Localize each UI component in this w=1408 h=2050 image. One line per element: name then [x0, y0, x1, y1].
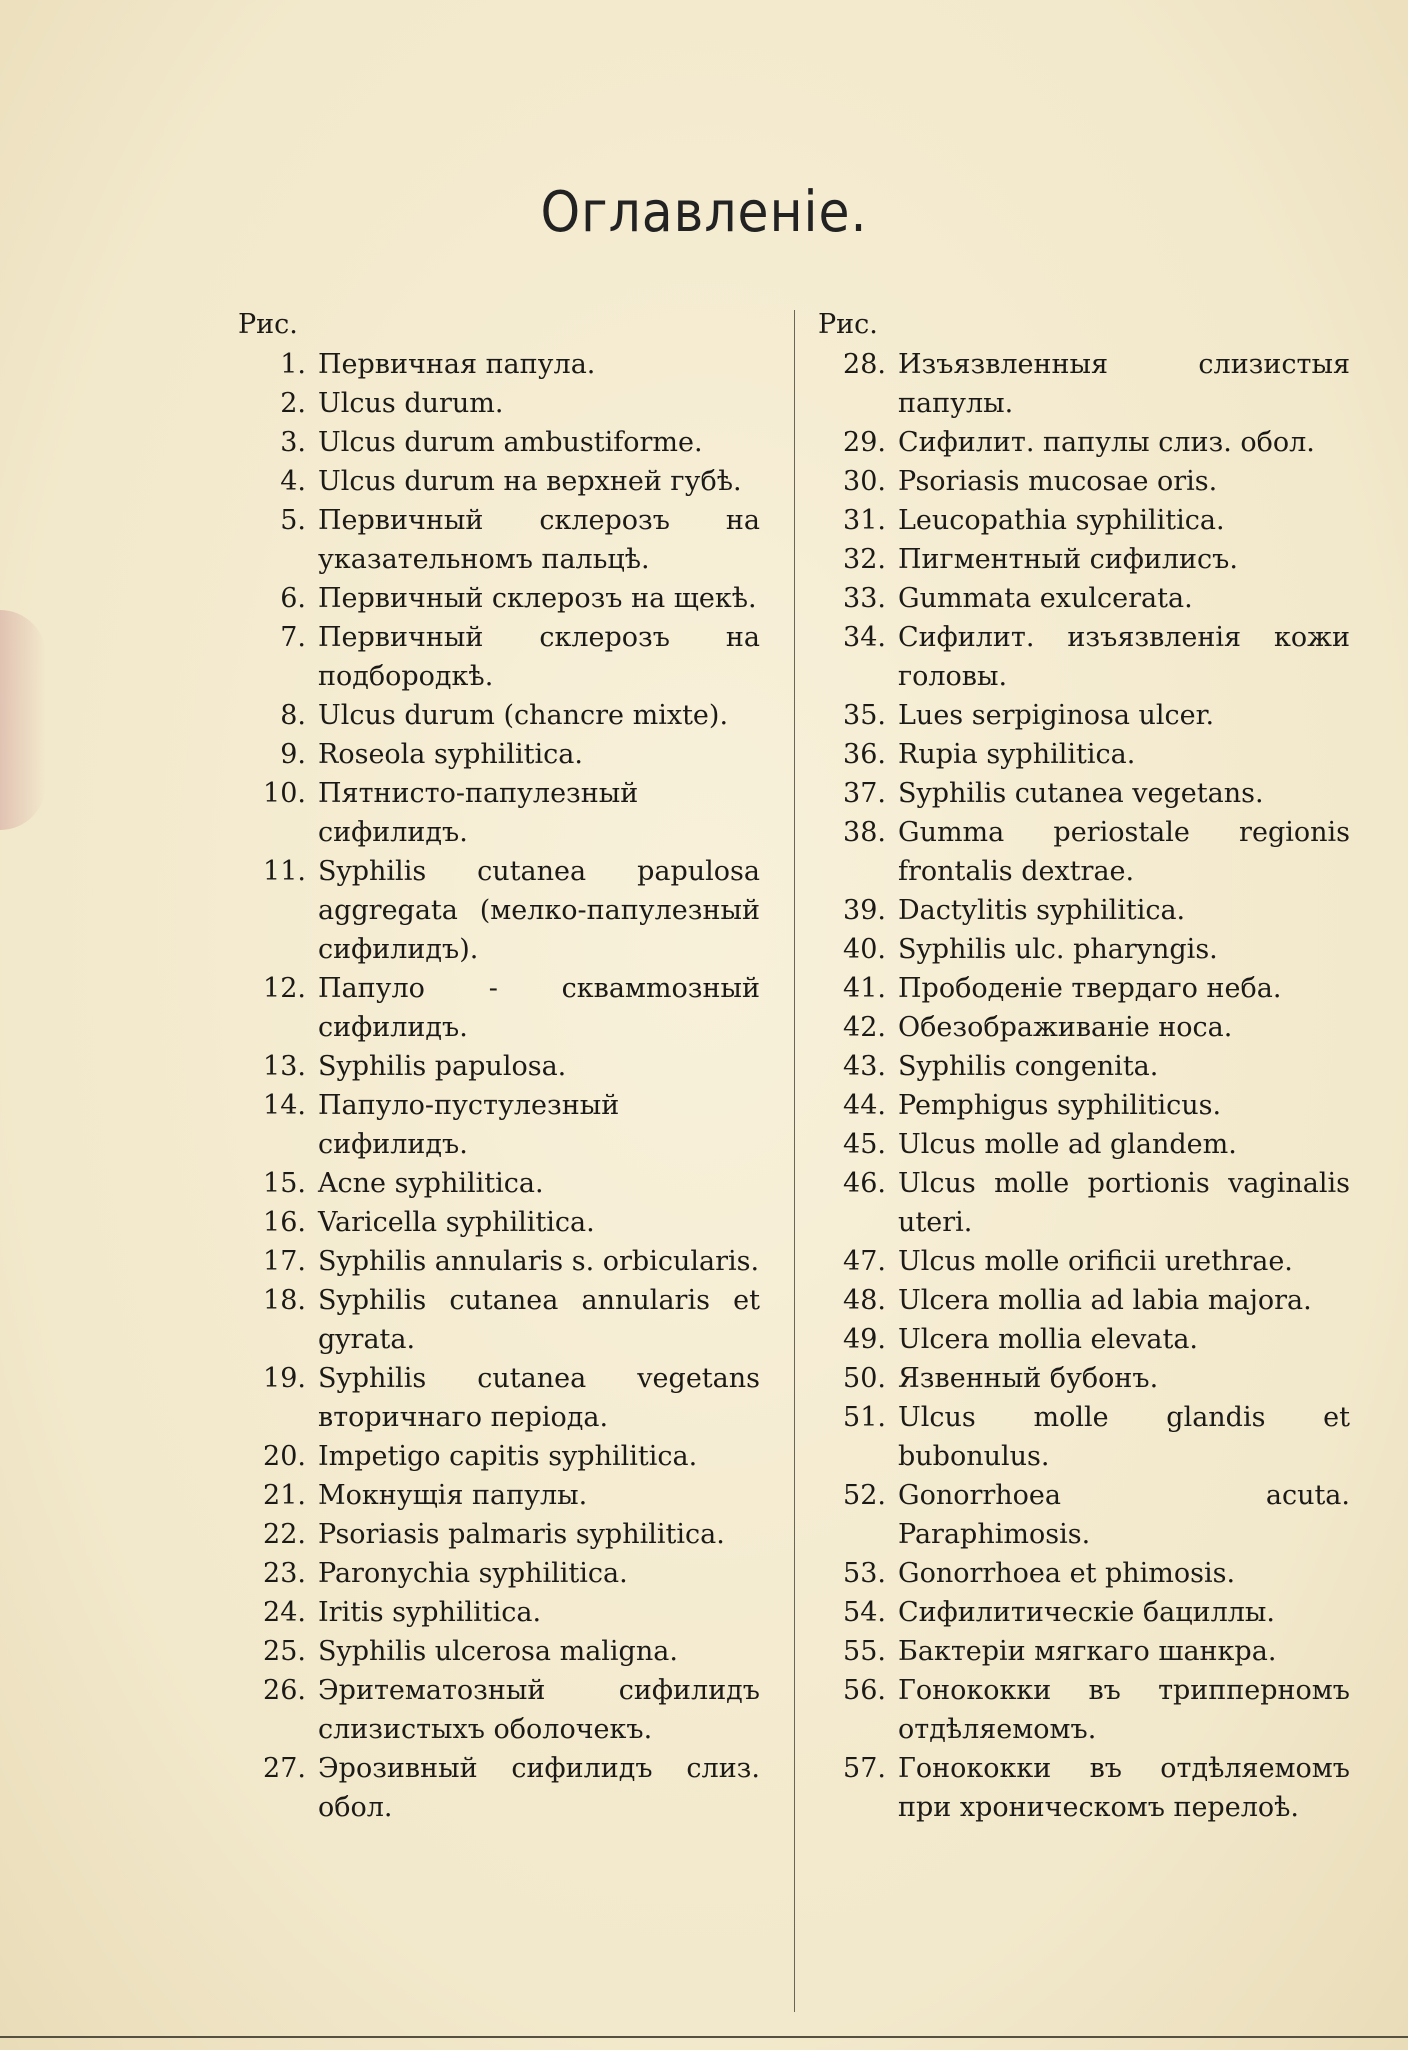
toc-entry [818, 1047, 1350, 1086]
toc-entry [818, 1632, 1350, 1671]
toc-list-right [818, 345, 1350, 1827]
toc-entry [238, 969, 760, 1047]
toc-entry [238, 1437, 760, 1476]
figure-title: Ulcus molle orificii urethrae. [898, 1246, 1293, 1277]
figure-number: 53. [843, 1558, 886, 1589]
figure-title: Syphilis cutanea vegetans вторичнаго періода. [318, 1363, 760, 1433]
figure-number: 45. [843, 1129, 886, 1160]
figure-number: 35. [843, 700, 886, 731]
toc-entry [238, 1671, 760, 1749]
toc-entry [818, 1164, 1350, 1242]
figure-number: 14. [263, 1090, 306, 1121]
figure-number: 5. [280, 505, 306, 536]
toc-entry [818, 1242, 1350, 1281]
toc-entry [818, 1086, 1350, 1125]
figure-number: 22. [263, 1519, 306, 1550]
figure-title: Гонококки въ трипперномъ отдѣляемомъ. [898, 1675, 1350, 1745]
figure-number: 52. [843, 1480, 886, 1511]
toc-entry [238, 423, 760, 462]
toc-entry [818, 735, 1350, 774]
toc-entry [818, 618, 1350, 696]
figure-title: Ulcera mollia elevata. [898, 1324, 1198, 1355]
toc-entry [238, 1281, 760, 1359]
figure-number: 44. [843, 1090, 886, 1121]
toc-entry [818, 1125, 1350, 1164]
bottom-rule [0, 2036, 1408, 2038]
figure-title: Syphilis ulcerosa maligna. [318, 1636, 678, 1667]
toc-entry [238, 852, 760, 969]
figure-number: 55. [843, 1636, 886, 1667]
figure-title: Ulcus molle portionis vaginalis uteri. [898, 1168, 1350, 1238]
figure-number: 7. [280, 622, 306, 653]
toc-entry [818, 1476, 1350, 1554]
figure-number: 48. [843, 1285, 886, 1316]
figure-number: 20. [263, 1441, 306, 1472]
toc-entry [818, 1398, 1350, 1476]
toc-entry [238, 1242, 760, 1281]
toc-entry [238, 696, 760, 735]
figure-title: Pemphigus syphiliticus. [898, 1090, 1222, 1121]
toc-entry [818, 1671, 1350, 1749]
figure-number: 3. [280, 427, 306, 458]
figure-title: Мокнущія папулы. [318, 1480, 588, 1511]
figure-title: Ulcus molle glandis et bubonulus. [898, 1402, 1350, 1472]
toc-entry [818, 696, 1350, 735]
toc-entry [818, 1554, 1350, 1593]
figure-title: Сифилит. папулы слиз. обол. [898, 427, 1315, 458]
toc-entry [818, 345, 1350, 423]
figure-number: 24. [263, 1597, 306, 1628]
figure-title: Syphilis ulc. pharyngis. [898, 934, 1218, 965]
figure-number: 51. [843, 1402, 886, 1433]
toc-entry [238, 384, 760, 423]
figure-title: Syphilis congenita. [898, 1051, 1159, 1082]
figure-title: Сифилит. изъязвленія кожи головы. [898, 622, 1350, 692]
toc-entry [238, 462, 760, 501]
figure-number: 40. [843, 934, 886, 965]
figure-number: 33. [843, 583, 886, 614]
toc-entry [238, 579, 760, 618]
figure-title: Первичный склерозъ на щекѣ. [318, 583, 757, 614]
toc-entry [818, 891, 1350, 930]
figure-number: 49. [843, 1324, 886, 1355]
toc-entry [818, 501, 1350, 540]
figure-title: Impetigo capitis syphilitica. [318, 1441, 698, 1472]
figure-number: 10. [263, 778, 306, 809]
toc-entry [818, 1749, 1350, 1827]
figure-number: 6. [280, 583, 306, 614]
figure-number: 31. [843, 505, 886, 536]
figure-title: Прободеніе твердаго неба. [898, 973, 1282, 1004]
figure-title: Изъязвленныя слизистыя папулы. [898, 349, 1350, 419]
figure-number: 37. [843, 778, 886, 809]
figure-number: 57. [843, 1753, 886, 1784]
toc-entry [238, 1047, 760, 1086]
figure-number: 30. [843, 466, 886, 497]
figure-number: 25. [263, 1636, 306, 1667]
figure-title: Psoriasis mucosae oris. [898, 466, 1218, 497]
figure-number: 46. [843, 1168, 886, 1199]
toc-column-right [818, 305, 1350, 1827]
figure-title: Эритематозный сифилидъ слизистыхъ оболочекъ. [318, 1675, 760, 1745]
figure-title: Syphilis cutanea vegetans. [898, 778, 1264, 809]
figure-number: 19. [263, 1363, 306, 1394]
figure-number: 11. [263, 856, 306, 887]
toc-entry [818, 1008, 1350, 1047]
page-stain [0, 610, 46, 830]
figure-title: Ulcus durum (chancre mixte). [318, 700, 729, 731]
figure-title: Acne syphilitica. [318, 1168, 544, 1199]
figure-title: Gumma periostale regionis frontalis dextrae. [898, 817, 1350, 887]
figure-title: Ulcus durum ambustiforme. [318, 427, 703, 458]
figure-title: Syphilis cutanea annularis et gyrata. [318, 1285, 760, 1355]
figure-title: Gummata exulcerata. [898, 583, 1193, 614]
figure-title: Первичный склерозъ на указательномъ пальцѣ. [318, 505, 760, 575]
figure-number: 1. [280, 349, 306, 380]
figure-number: 16. [263, 1207, 306, 1238]
toc-entry [238, 345, 760, 384]
toc-list-left [238, 345, 760, 1827]
toc-entry [238, 1515, 760, 1554]
figure-number: 56. [843, 1675, 886, 1706]
column-divider [794, 310, 795, 2012]
toc-entry [818, 1359, 1350, 1398]
toc-entry [818, 930, 1350, 969]
toc-entry [818, 462, 1350, 501]
figure-title: Syphilis annularis s. orbicularis. [318, 1246, 760, 1277]
figure-number: 42. [843, 1012, 886, 1043]
figure-title: Iritis syphilitica. [318, 1597, 542, 1628]
figure-number: 36. [843, 739, 886, 770]
figure-title: Syphilis papulosa. [318, 1051, 567, 1082]
figure-title: Бактеріи мягкаго шанкра. [898, 1636, 1277, 1667]
figure-number: 26. [263, 1675, 306, 1706]
figure-title: Папуло - сквамmозный сифилидъ. [318, 973, 760, 1043]
figure-title: Psoriasis palmaris syphilitica. [318, 1519, 725, 1550]
page-title: Оглавленіе. [540, 180, 868, 245]
figure-number: 32. [843, 544, 886, 575]
toc-entry [818, 774, 1350, 813]
figure-number: 21. [263, 1480, 306, 1511]
figure-number: 12. [263, 973, 306, 1004]
toc-entry [238, 501, 760, 579]
figure-title: Гонококки въ отдѣляемомъ при хроническомъ перелоѣ. [898, 1753, 1350, 1823]
toc-entry [238, 1164, 760, 1203]
figure-title: Ulcus durum на верхней губѣ. [318, 466, 742, 497]
figure-number: 23. [263, 1558, 306, 1589]
figure-number: 47. [843, 1246, 886, 1277]
figure-title: Эрозивный сифилидъ слиз. обол. [318, 1753, 760, 1823]
figure-title: Ulcera mollia ad labia majora. [898, 1285, 1312, 1316]
figure-title: Язвенный бубонъ. [898, 1363, 1159, 1394]
figure-number: 50. [843, 1363, 886, 1394]
figure-number: 8. [280, 700, 306, 731]
toc-column-left [238, 305, 760, 1827]
figure-title: Обезображиваніе носа. [898, 1012, 1233, 1043]
figure-title: Roseola syphilitica. [318, 739, 583, 770]
figure-title: Leucopathia syphilitica. [898, 505, 1225, 536]
figure-title: Dactylitis syphilitica. [898, 895, 1186, 926]
figure-title: Gonorrhoea et phimosis. [898, 1558, 1236, 1589]
toc-entry [238, 1593, 760, 1632]
toc-entry [818, 1593, 1350, 1632]
toc-entry [238, 1359, 760, 1437]
figure-title: Lues serpiginosa ulcer. [898, 700, 1215, 731]
toc-entry [238, 1554, 760, 1593]
figure-number: 13. [263, 1051, 306, 1082]
toc-entry [238, 618, 760, 696]
figure-number: 9. [280, 739, 306, 770]
toc-entry [238, 1086, 760, 1164]
figure-title: Папуло-пустулезный сифилидъ. [318, 1090, 620, 1160]
figure-title: Первичный склерозъ на подбородкѣ. [318, 622, 760, 692]
figure-number: 28. [843, 349, 886, 380]
figure-title: Syphilis cutanea papulosa aggregata (мелко-папулезный сифилидъ). [318, 856, 760, 965]
figure-number: 41. [843, 973, 886, 1004]
figure-number: 15. [263, 1168, 306, 1199]
figure-number: 54. [843, 1597, 886, 1628]
toc-entry [818, 813, 1350, 891]
figure-title: Gonorrhoea acuta. Paraphimosis. [898, 1480, 1350, 1550]
figure-title: Пятнисто-папулезный сифилидъ. [318, 778, 639, 848]
toc-entry [238, 1749, 760, 1827]
toc-entry [818, 969, 1350, 1008]
figure-number: 4. [280, 466, 306, 497]
toc-entry [238, 1203, 760, 1242]
figure-title: Ulcus molle ad glandem. [898, 1129, 1237, 1160]
toc-entry [818, 1281, 1350, 1320]
figure-title: Paronychia syphilitica. [318, 1558, 628, 1589]
toc-entry [818, 1320, 1350, 1359]
figure-title: Первичная папула. [318, 349, 596, 380]
figure-title: Rupia syphilitica. [898, 739, 1136, 770]
toc-entry [818, 540, 1350, 579]
figure-number: 43. [843, 1051, 886, 1082]
toc-entry [818, 423, 1350, 462]
figure-title: Пигментный сифилисъ. [898, 544, 1238, 575]
toc-entry [238, 1476, 760, 1515]
toc-entry [238, 1632, 760, 1671]
figure-number: 2. [280, 388, 306, 419]
figure-number: 29. [843, 427, 886, 458]
figure-title: Сифилитическіе бациллы. [898, 1597, 1275, 1628]
figure-number: 27. [263, 1753, 306, 1784]
figure-number: 17. [263, 1246, 306, 1277]
figure-number: 38. [843, 817, 886, 848]
figure-number: 39. [843, 895, 886, 926]
figure-number: 34. [843, 622, 886, 653]
figure-column-label: Рис. [238, 309, 298, 340]
figure-title: Ulcus durum. [318, 388, 504, 419]
toc-entry [818, 579, 1350, 618]
toc-entry [238, 774, 760, 852]
figure-number: 18. [263, 1285, 306, 1316]
figure-title: Varicella syphilitica. [318, 1207, 595, 1238]
toc-entry [238, 735, 760, 774]
figure-column-label: Рис. [818, 309, 878, 340]
